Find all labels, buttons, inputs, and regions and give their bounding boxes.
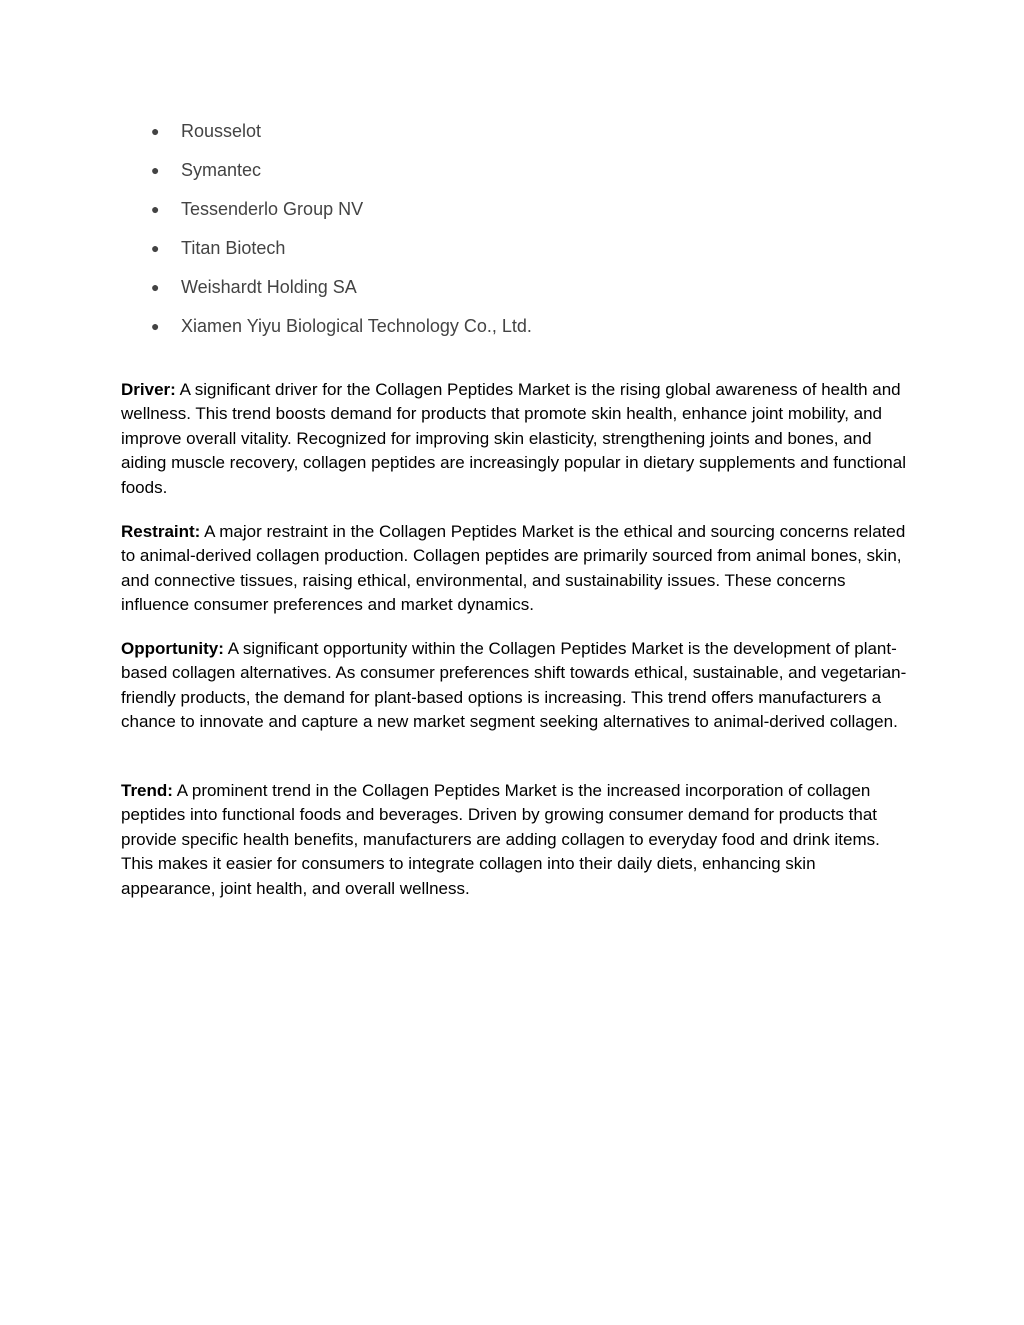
company-name: Symantec bbox=[181, 160, 262, 180]
restraint-paragraph bbox=[121, 520, 907, 618]
driver-text: A significant driver for the Collagen Peptides Market is the rising global awareness of health and wellness. This trend boosts demand for products that promote skin health, enhance joint mobility, and improve overall vitality. Recognized for improving skin elasticity, strengthening joints and bones, and aiding muscle recovery, collagen peptides are increasingly popular in dietary supplements and functional foods. bbox=[121, 380, 906, 497]
bullet-icon: ● bbox=[151, 162, 160, 178]
bullet-icon: ● bbox=[151, 318, 160, 334]
company-name: Titan Biotech bbox=[181, 238, 286, 258]
opportunity-text: A significant opportunity within the Collagen Peptides Market is the development of plant-based collagen alternatives. As consumer preferences shift towards ethical, sustainable, and vegetarian-friendly products, the demand for plant-based options is increasing. This trend offers manufacturers a chance to innovate and capture a new market segment seeking alternatives to animal-derived collagen. bbox=[121, 639, 907, 732]
company-name: Rousselot bbox=[181, 121, 262, 141]
company-list bbox=[120, 116, 532, 350]
trend-label: Trend: bbox=[121, 781, 173, 800]
opportunity-label: Opportunity: bbox=[121, 639, 224, 658]
list-item bbox=[120, 233, 532, 272]
restraint-label: Restraint: bbox=[121, 522, 201, 541]
trend-text: A prominent trend in the Collagen Peptides Market is the increased incorporation of collagen peptides into functional foods and beverages. Driven by growing consumer demand for products that provide specific health benefits, manufacturers are adding collagen to everyday food and drink items. This makes it easier for consumers to integrate collagen into their daily diets, enhancing skin appearance, joint health, and overall wellness. bbox=[121, 781, 880, 898]
driver-paragraph bbox=[121, 378, 907, 500]
list-item bbox=[120, 194, 532, 233]
bullet-icon: ● bbox=[151, 240, 160, 256]
opportunity-paragraph bbox=[121, 637, 907, 735]
list-item bbox=[120, 272, 532, 311]
company-name: Weishardt Holding SA bbox=[181, 277, 357, 297]
company-name: Tessenderlo Group NV bbox=[181, 199, 364, 219]
list-item bbox=[120, 155, 532, 194]
list-item bbox=[120, 311, 532, 350]
driver-label: Driver: bbox=[121, 380, 176, 399]
company-name: Xiamen Yiyu Biological Technology Co., Ltd. bbox=[181, 316, 532, 336]
bullet-icon: ● bbox=[151, 279, 160, 295]
trend-paragraph bbox=[121, 779, 907, 901]
bullet-icon: ● bbox=[151, 123, 160, 139]
list-item bbox=[120, 116, 532, 155]
bullet-icon: ● bbox=[151, 201, 160, 217]
restraint-text: A major restraint in the Collagen Peptides Market is the ethical and sourcing concerns related to animal-derived collagen production. Collagen peptides are primarily sourced from animal bones, skin, and connective tissues, raising ethical, environmental, and sustainability issues. These concerns influence consumer preferences and market dynamics. bbox=[121, 522, 906, 615]
